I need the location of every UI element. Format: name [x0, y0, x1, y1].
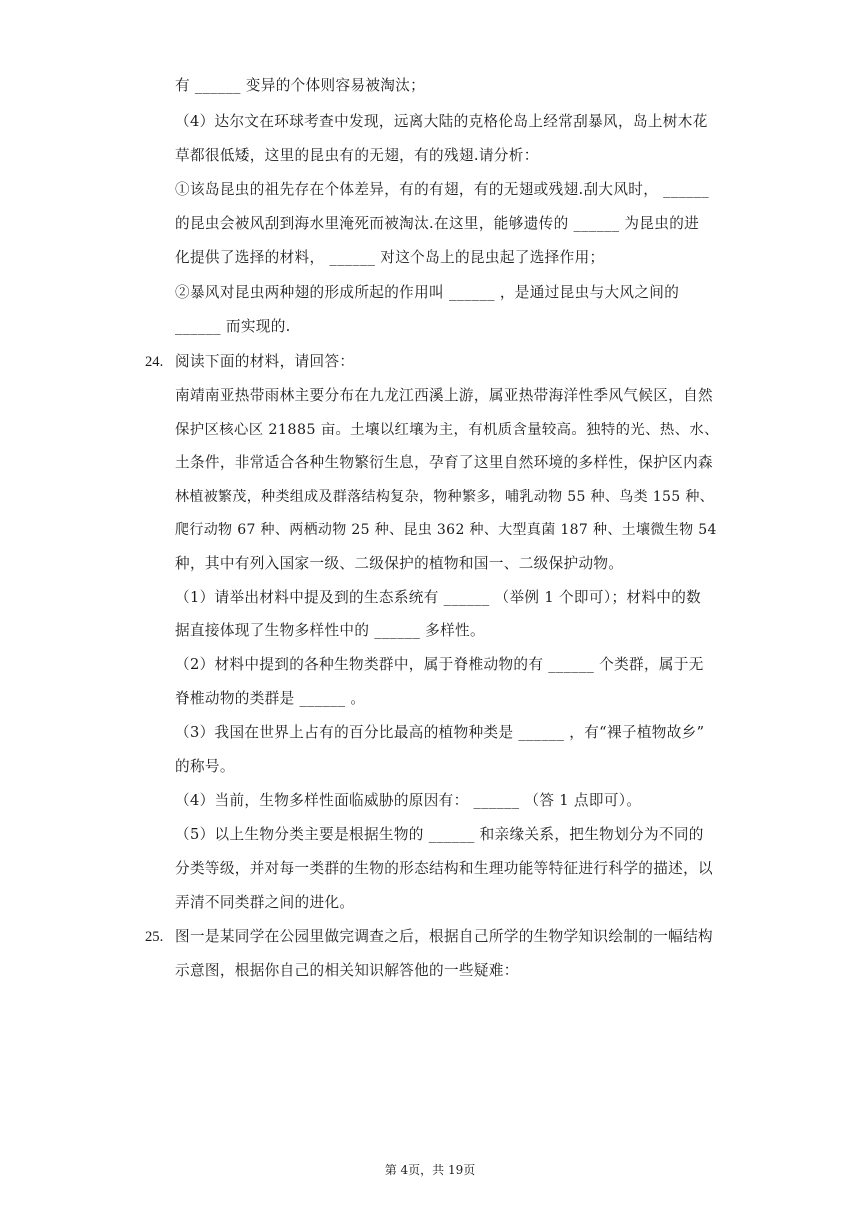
q23-line-2: （4）达尔文在环球考查中发现，远离大陆的克格伦岛上经常刮暴风，岛上树木花	[175, 113, 708, 130]
page-footer: 第 4页，共 19页	[384, 1163, 476, 1177]
q24-line-14: （4）当前，生物多样性面临威胁的原因有： ______ （答 1 点即可）。	[175, 792, 642, 809]
q24-line-12: （3）我国在世界上占有的百分比最高的植物种类是 ______ ，有“裸子植物故乡”	[175, 724, 705, 741]
q23-line-1: 有 ______ 变异的个体则容易被淘汰；	[175, 77, 426, 94]
q24-line-16: 分类等级，并对每一类群的生物的形态结构和生理功能等特征进行科学的描述，以	[175, 860, 713, 877]
q25-line-2: 示意图，根据你自己的相关知识解答他的一些疑难：	[175, 962, 519, 979]
q24-line-13: 的称号。	[175, 758, 235, 775]
q23-line-8: ______ 而实现的.	[175, 318, 291, 335]
q23-line-7: ②暴风对昆虫两种翅的形成所起的作用叫 ______ ，是通过昆虫与大风之间的	[175, 284, 680, 301]
q24-line-8: （1）请举出材料中提及到的生态系统有 ______ （举例 1 个即可）；材料中的数	[175, 589, 702, 606]
q24-line-5: 林植被繁茂，种类组成及群落结构复杂，物种繁多，哺乳动物 55 种、鸟类 155 种、	[175, 489, 715, 505]
q23-line-3: 草都很低矮，这里的昆虫有的无翅，有的残翅.请分析：	[175, 147, 539, 164]
q25-number: 25.	[145, 929, 164, 945]
q24-line-1: 阅读下面的材料，请回答：	[175, 353, 355, 370]
q24-line-6: 爬行动物 67 种、两栖动物 25 种、昆虫 362 种、大型真菌 187 种、土壤微生物 54	[175, 522, 717, 538]
q23-line-5: 的昆虫会被风刮到海水里淹死而被淘汰.在这里，能够遗传的 ______ 为昆虫的进	[175, 215, 700, 232]
q24-number: 24.	[145, 354, 164, 370]
q23-line-4: ①该岛昆虫的祖先存在个体差异，有的有翅，有的无翅或残翅.刮大风时， ______	[175, 181, 710, 198]
q23-line-6: 化提供了选择的材料， ______ 对这个岛上的昆虫起了选择作用；	[175, 249, 605, 266]
q24-line-7: 种，其中有列入国家一级、二级保护的植物和国一、二级保护动物。	[175, 555, 624, 572]
q24-line-15: （5）以上生物分类主要是根据生物的 ______ 和亲缘关系，把生物划分为不同的	[175, 826, 704, 843]
q24-line-9: 据直接体现了生物多样性中的 ______ 多样性。	[175, 622, 485, 639]
q24-line-2: 南靖南亚热带雨林主要分布在九龙江西溪上游，属亚热带海洋性季风气候区，自然	[175, 387, 713, 404]
q24-line-11: 脊椎动物的类群是 ______ 。	[175, 690, 366, 707]
q24-line-4: 土条件，非常适合各种生物繁衍生息，孕育了这里自然环境的多样性，保护区内森	[175, 454, 713, 471]
q24-line-3: 保护区核心区 21885 亩。土壤以红壤为主，有机质含量较高。独特的光、热、水、	[175, 422, 719, 438]
q25-line-1: 图一是某同学在公园里做完调查之后，根据自己所学的生物学知识绘制的一幅结构	[175, 928, 713, 945]
q24-line-17: 弄清不同类群之间的进化。	[175, 894, 355, 911]
q24-line-10: （2）材料中提到的各种生物类群中，属于脊椎动物的有 ______ 个类群，属于无	[175, 656, 704, 673]
